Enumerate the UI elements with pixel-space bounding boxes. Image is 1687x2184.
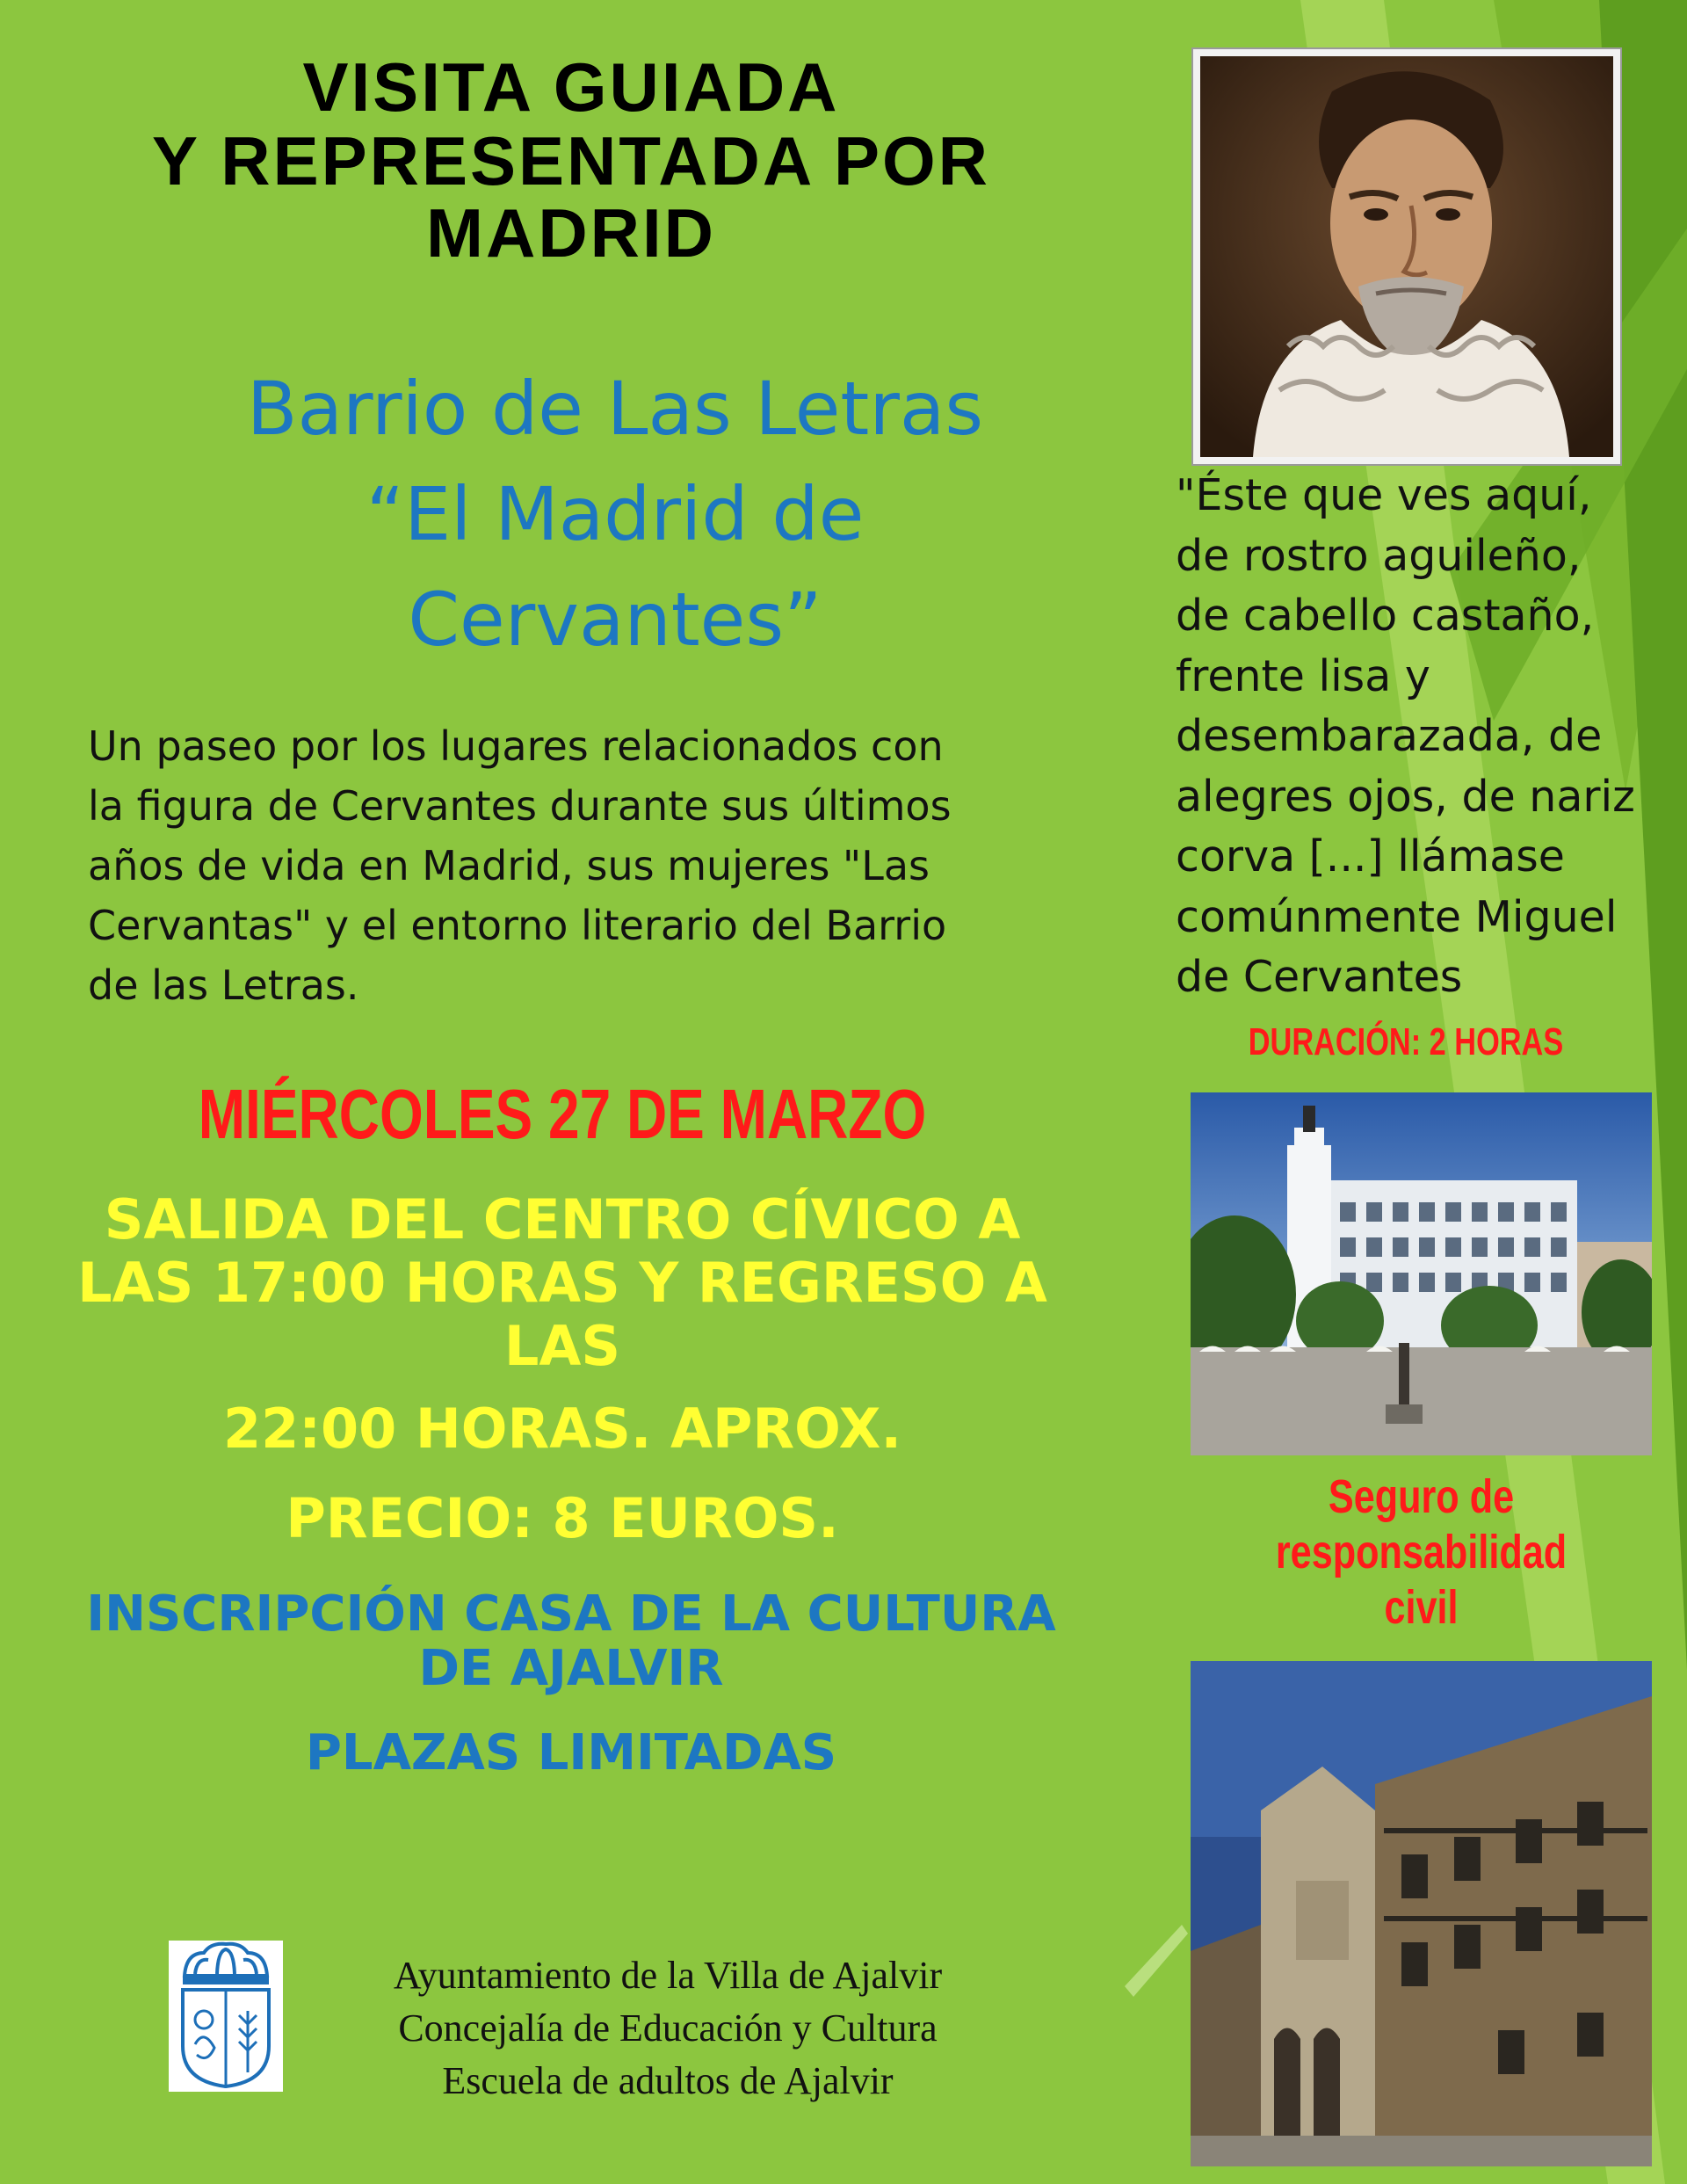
coat-of-arms-logo [169, 1941, 283, 2092]
schedule-block [35, 1188, 1090, 1550]
quote-line-2: de rostro aguileño, [1176, 530, 1582, 581]
return-time: 22:00 HORAS. APROX. [222, 1397, 902, 1461]
description [88, 716, 1142, 1015]
quote-line-4: frente lisa y [1176, 650, 1430, 701]
quote-line-9: de Cervantes [1176, 952, 1463, 1002]
title-block [53, 48, 1090, 272]
description-line-2: la figura de Cervantes durante sus últimos [88, 782, 952, 830]
quote-line-5: desembarazada, de [1176, 711, 1603, 761]
cervantes-portrait [1193, 49, 1620, 464]
footer [308, 1949, 1028, 2108]
departure-line-3: LAS [503, 1314, 621, 1378]
title-line-1: VISITA GUIADA [302, 48, 840, 126]
limited-places: PLAZAS LIMITADAS [305, 1724, 837, 1781]
quote-line-3: de cabello castaño, [1176, 591, 1595, 641]
quote-line-6: alegres ojos, de nariz [1176, 771, 1635, 822]
insurance-line-3: civil [1384, 1581, 1459, 1634]
quote-line-7: corva [...] llámase [1176, 831, 1565, 882]
registration-line-2: DE AJALVIR [418, 1640, 724, 1697]
plaza-photo [1191, 1092, 1652, 1455]
footer-line-1: Ayuntamiento de la Villa de Ajalvir [393, 1954, 943, 1997]
description-line-3: años de vida en Madrid, sus mujeres "Las [88, 842, 930, 889]
registration-block [53, 1587, 1090, 1781]
registration-line-1: INSCRIPCIÓN CASA DE LA CULTURA [86, 1585, 1056, 1643]
footer-line-3: Escuela de adultos de Ajalvir [442, 2059, 894, 2102]
title-line-2: Y REPRESENTADA POR [151, 122, 991, 200]
price: PRECIO: 8 EUROS. [286, 1486, 839, 1550]
duration: DURACIÓN: 2 HORAS [1248, 1020, 1564, 1063]
subtitle-line-2: “El Madrid de [366, 471, 865, 557]
subtitle-line-1: Barrio de Las Letras [246, 366, 984, 452]
description-line-4: Cervantas" y el entorno literario del Barrio [88, 902, 947, 949]
insurance-note [1191, 1469, 1652, 1636]
description-line-5: de las Letras. [88, 961, 359, 1009]
footer-line-2: Concejalía de Educación y Cultura [398, 2006, 938, 2050]
departure-line-1: SALIDA DEL CENTRO CÍVICO A [104, 1187, 1021, 1252]
subtitle-line-3: Cervantes” [408, 577, 822, 663]
departure-line-2: LAS 17:00 HORAS Y REGRESO A [77, 1251, 1047, 1315]
duration-wrap [1169, 1019, 1643, 1065]
cervantes-quote [1176, 466, 1676, 1008]
subtitle-block [123, 356, 1107, 672]
title-line-3: MADRID [426, 194, 716, 272]
quote-line-8: comúnmente Miguel [1176, 891, 1618, 942]
quote-line-1: "Éste que ves aquí, [1176, 470, 1592, 520]
event-date-wrap [53, 1072, 1072, 1157]
event-date: MIÉRCOLES 27 DE MARZO [198, 1075, 927, 1153]
insurance-line-2: responsabilidad [1275, 1526, 1568, 1578]
description-line-1: Un paseo por los lugares relacionados con [88, 722, 944, 770]
insurance-line-1: Seguro de [1328, 1470, 1515, 1523]
convent-photo [1191, 1661, 1652, 2166]
